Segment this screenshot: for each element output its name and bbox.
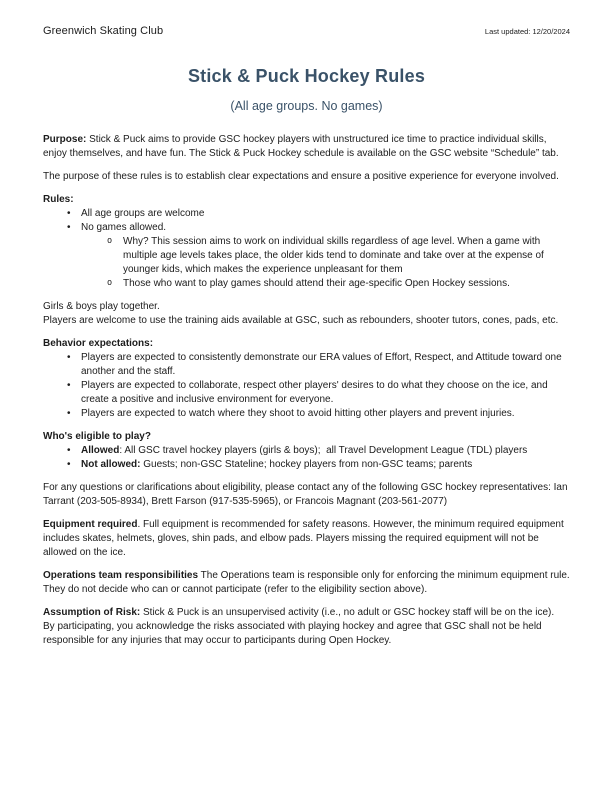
bullet-marker: •: [67, 208, 71, 219]
behavior-list: [43, 351, 570, 421]
allowed-label: Allowed: [81, 445, 120, 456]
intro-paragraph: The purpose of these rules is to establish clear expectations and ensure a positive experience for everyone involved.: [43, 171, 559, 182]
risk-label: Assumption of Risk:: [43, 607, 141, 618]
coed-line: Girls & boys play together.: [43, 301, 160, 312]
list-item: [43, 407, 570, 421]
document-header: [43, 24, 570, 39]
list-item: [43, 458, 570, 472]
list-item: [43, 235, 570, 277]
operations-text: The Operations team is responsible only for enforcing the minimum equipment rule. They do not decide who can or cannot participate (refer to the eligibility section above).: [43, 570, 570, 595]
circle-bullet-marker: o: [107, 278, 113, 288]
purpose-paragraph: [43, 133, 570, 161]
equipment-paragraph: [43, 518, 570, 560]
document-subtitle: (All age groups. No games): [230, 99, 383, 113]
rule-no-games-why: Why? This session aims to work on individual skills regardless of age level. When a game with multiple age levels takes place, the older kids tend to dominate and take over at the expense of younger kids, which makes the experience unpleasant for them: [123, 236, 544, 275]
risk-text: Stick & Puck is an unsupervised activity (i.e., no adult or GSC hockey staff will be on the ice). By participating, you acknowledge the risks associated with playing hockey and agree that GSC shall not be held responsible for any injuries that may occur to participants during Open Hockey.: [43, 607, 557, 646]
equipment-text: . Full equipment is recommended for safety reasons. However, the minimum required equipment includes skates, helmets, gloves, shin pads, and elbow pads. Players missing the required equipment will not be allowed on the ice.: [43, 519, 564, 558]
rule-open-hockey-alternative: Those who want to play games should attend their age-specific Open Hockey sessions.: [123, 278, 510, 289]
behavior-collaborate: Players are expected to collaborate, respect other players' desires to do what they choose on the ice, and create a positive and inclusive environment for everyone.: [81, 380, 548, 405]
operations-paragraph: [43, 569, 570, 597]
behavior-heading: [43, 337, 570, 351]
bullet-marker: •: [67, 459, 71, 470]
last-updated: Last updated: 12/20/2024: [484, 27, 570, 36]
equipment-label: Equipment required: [43, 519, 138, 530]
rules-list: [43, 207, 570, 291]
behavior-watch-shots: Players are expected to watch where they shoot to avoid hitting other players and prevent injuries.: [81, 408, 515, 419]
document-title: Stick & Puck Hockey Rules: [187, 66, 426, 86]
list-item: [43, 221, 570, 235]
circle-bullet-marker: o: [107, 236, 113, 246]
list-item: [43, 277, 570, 291]
eligibility-list: [43, 444, 570, 472]
coed-paragraph: [43, 300, 570, 328]
rules-heading: Rules:: [43, 194, 74, 205]
risk-paragraph: [43, 606, 570, 648]
bullet-marker: •: [67, 380, 71, 391]
bullet-marker: •: [67, 408, 71, 419]
bullet-marker: •: [67, 352, 71, 363]
contact-paragraph: For any questions or clarifications about eligibility, please contact any of the following GSC hockey representatives: Ian Tarrant (203-505-8934), Brett Farson (917-535-5965), or Francois Magnant (203-561-2077): [43, 482, 568, 507]
behavior-heading-colon: :: [149, 338, 154, 349]
club-name: Greenwich Skating Club: [43, 25, 164, 37]
purpose-text: Stick & Puck aims to provide GSC hockey players with unstructured ice time to practice individual skills, enjoy themselves, and have fun. The Stick & Puck Hockey schedule is available on the GSC website “Schedule” tab.: [43, 134, 559, 159]
purpose-label: Purpose:: [43, 134, 87, 145]
behavior-era-values: Players are expected to consistently demonstrate our ERA values of Effort, Respect, and Attitude toward one another and the staff.: [81, 352, 562, 377]
allowed-text: : All GSC travel hockey players (girls & boys); all Travel Development League (TDL) players: [119, 445, 528, 456]
not-allowed-label: Not allowed:: [81, 459, 141, 470]
bullet-marker: •: [67, 222, 71, 233]
not-allowed-text: Guests; non-GSC Stateline; hockey players from non-GSC teams; parents: [140, 459, 473, 470]
list-item: [43, 379, 570, 407]
behavior-heading-text: Behavior expectations: [43, 338, 150, 349]
list-item: [43, 207, 570, 221]
rule-all-ages: All age groups are welcome: [81, 208, 205, 219]
eligibility-heading: Who's eligible to play?: [43, 431, 151, 442]
operations-label: Operations team responsibilities: [43, 570, 199, 581]
training-aids-line: Players are welcome to use the training aids available at GSC, such as rebounders, shooter tutors, cones, pads, etc.: [43, 315, 559, 326]
bullet-marker: •: [67, 445, 71, 456]
list-item: [43, 444, 570, 458]
list-item: [43, 351, 570, 379]
rule-no-games: No games allowed.: [81, 222, 167, 233]
